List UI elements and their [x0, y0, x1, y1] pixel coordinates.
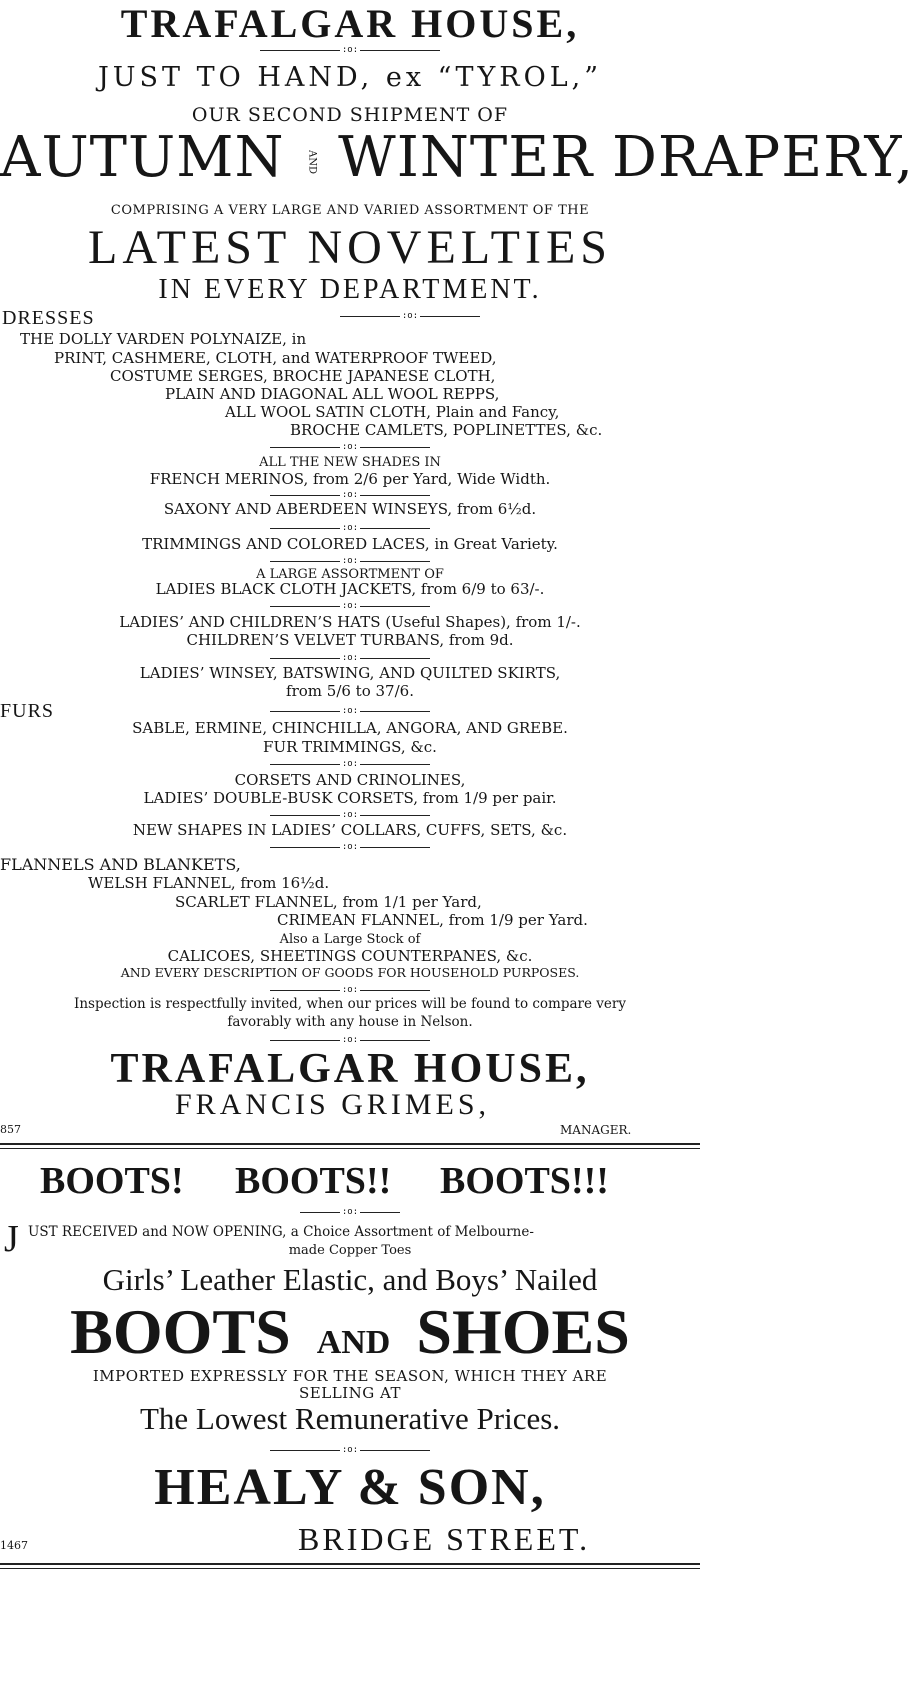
bridge-street: BRIDGE STREET. [298, 1521, 591, 1557]
separator: :o: [0, 602, 700, 612]
dresses-line-6: BROCHE CAMLETS, POPLINETTES, &c. [290, 421, 603, 439]
assortment-line: A LARGE ASSORTMENT OF [256, 567, 444, 582]
furs-line-1: SABLE, ERMINE, CHINCHILLA, ANGORA, AND GREBE. [132, 719, 568, 737]
and-small: AND [306, 149, 318, 174]
corsets-line-2: LADIES’ DOUBLE-BUSK CORSETS, from 1/9 per pair. [143, 789, 557, 807]
winter-drapery-word: WINTER DRAPERY, [338, 125, 914, 190]
furs-line-2: FUR TRIMMINGS, &c. [263, 738, 437, 756]
flannels-heading: FLANNELS AND BLANKETS, [0, 855, 241, 874]
ad1-number: 857 [0, 1123, 21, 1136]
boots-word-2: BOOTS!! [235, 1160, 392, 1202]
calicoes-line: CALICOES, SHEETINGS COUNTERPANES, &c. [167, 947, 533, 965]
latest-novelties: LATEST NOVELTIES [88, 221, 612, 274]
ad-bottom-rule [0, 1568, 700, 1569]
separator: :o: [0, 986, 700, 996]
second-shipment: OUR SECOND SHIPMENT OF [191, 104, 509, 126]
turbans-line: CHILDREN’S VELVET TURBANS, from 9d. [186, 631, 514, 649]
scarlet-line: SCARLET FLANNEL, from 1/1 per Yard, [175, 893, 482, 911]
imported-line-2: SELLING AT [299, 1384, 401, 1402]
dresses-line-5: ALL WOOL SATIN CLOTH, Plain and Fancy, [225, 403, 560, 421]
dresses-line-2: PRINT, CASHMERE, CLOTH, and WATERPROOF TWEED, [54, 349, 497, 367]
separator: :o: [0, 1446, 700, 1456]
manager-label: MANAGER. [560, 1123, 632, 1137]
trimmings-line: TRIMMINGS AND COLORED LACES, in Great Variety. [142, 535, 558, 553]
dresses-line-4: PLAIN AND DIAGONAL ALL WOOL REPPS, [165, 385, 500, 403]
winseys-line: SAXONY AND ABERDEEN WINSEYS, from 6½d. [163, 500, 537, 518]
separator: :o: [0, 811, 700, 821]
separator: :o: [0, 46, 700, 56]
separator: :o: [0, 654, 700, 664]
autumn-winter-drapery [0, 125, 914, 190]
lowest-prices: The Lowest Remunerative Prices. [139, 1401, 561, 1436]
jackets-line: LADIES BLACK CLOTH JACKETS, from 6/9 to 63/-. [155, 580, 545, 598]
imported-line-1: IMPORTED EXPRESSLY FOR THE SEASON, WHICH THEY ARE [92, 1367, 608, 1385]
girls-leather-line: Girls’ Leather Elastic, and Boys’ Nailed [102, 1262, 598, 1297]
autumn-word: AUTUMN [0, 125, 285, 190]
also-line: Also a Large Stock of [279, 932, 421, 947]
boots-word-3: BOOTS!!! [440, 1160, 609, 1202]
welsh-line: WELSH FLANNEL, from 16½d. [88, 874, 330, 892]
ad1-title: TRAFALGAR HOUSE, [120, 1, 580, 46]
healy-and-son: HEALY & SON, [154, 1459, 546, 1516]
separator: :o: [0, 707, 700, 717]
separator: :o: [0, 760, 700, 770]
separator: :o: [0, 843, 700, 853]
ad-divider [0, 1148, 700, 1149]
comprising: COMPRISING A VERY LARGE AND VARIED ASSORTMENT OF THE [110, 203, 590, 218]
furs-heading: FURS [0, 700, 55, 722]
francis-grimes: FRANCIS GRIMES, [175, 1088, 491, 1121]
just-received-line-1: UST RECEIVED and NOW OPENING, a Choice Assortment of Melbourne- [28, 1224, 534, 1240]
drop-cap-j: J [4, 1218, 19, 1260]
collars-line: NEW SHAPES IN LADIES’ COLLARS, CUFFS, SETS, &c. [132, 821, 568, 839]
dresses-heading: DRESSES [2, 307, 95, 329]
boots-word: BOOTS [70, 1296, 291, 1367]
shades-line: ALL THE NEW SHADES IN [259, 455, 441, 470]
dresses-line-1: THE DOLLY VARDEN POLYNAIZE, in [20, 330, 307, 348]
hats-line: LADIES’ AND CHILDREN’S HATS (Useful Shapes), from 1/-. [119, 613, 581, 631]
ad2-number: 1467 [0, 1539, 28, 1552]
ad-divider [0, 1143, 700, 1145]
skirts-line-1: LADIES’ WINSEY, BATSWING, AND QUILTED SKIRTS, [139, 664, 561, 682]
boots-word-1: BOOTS! [40, 1160, 184, 1202]
boots-and-shoes [0, 1296, 700, 1367]
merinos-line: FRENCH MERINOS, from 2/6 per Yard, Wide Width. [149, 470, 551, 488]
skirts-line-2: from 5/6 to 37/6. [286, 682, 414, 700]
just-to-hand: JUST TO HAND, ex “TYROL,” [97, 62, 603, 93]
dresses-line-3: COSTUME SERGES, BROCHE JAPANESE CLOTH, [110, 367, 496, 385]
every-description-line: AND EVERY DESCRIPTION OF GOODS FOR HOUSEHOLD PURPOSES. [120, 965, 580, 980]
separator: :o: [0, 1036, 700, 1046]
footer-trafalgar-house: TRAFALGAR HOUSE, [110, 1046, 590, 1092]
separator: :o: [0, 557, 700, 567]
in-every-department: IN EVERY DEPARTMENT. [158, 274, 542, 305]
separator: :o: [60, 312, 760, 322]
and-word: AND [316, 1324, 391, 1361]
separator: :o: [0, 491, 700, 501]
separator: :o: [0, 524, 700, 534]
inspection-line-2: favorably with any house in Nelson. [227, 1014, 473, 1030]
shoes-word: SHOES [416, 1296, 630, 1367]
crimean-line: CRIMEAN FLANNEL, from 1/9 per Yard. [277, 911, 588, 929]
separator: :o: [0, 1208, 700, 1218]
corsets-line-1: CORSETS AND CRINOLINES, [234, 771, 466, 789]
ad-bottom-rule [0, 1563, 700, 1565]
separator: :o: [0, 443, 700, 453]
inspection-line-1: Inspection is respectfully invited, when our prices will be found to compare very [74, 996, 626, 1012]
just-received-line-2: made Copper Toes [288, 1243, 412, 1258]
